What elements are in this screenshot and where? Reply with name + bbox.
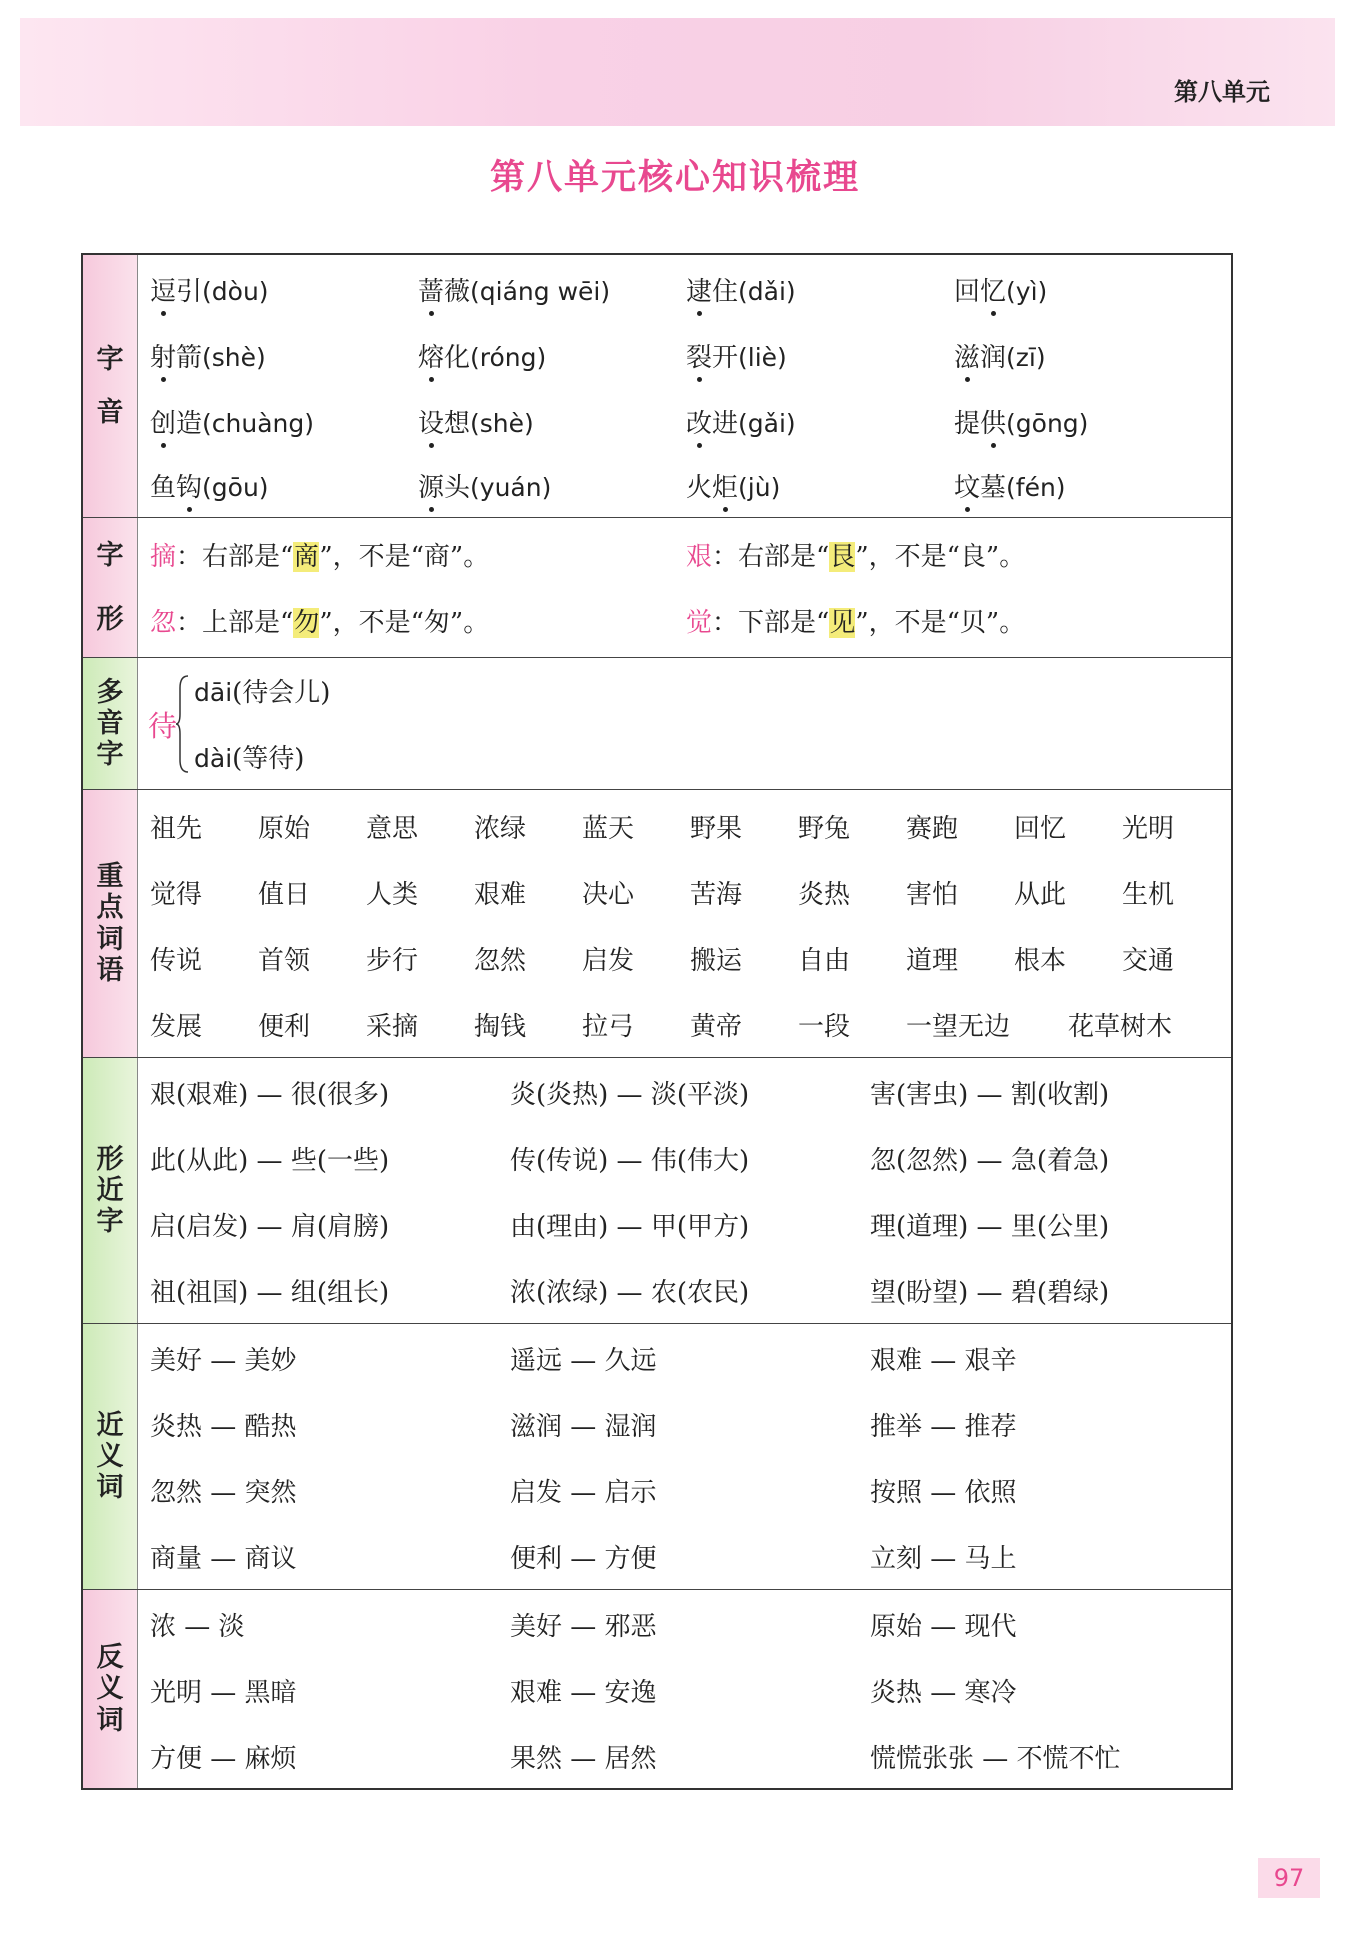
key-word: 花草树木: [1068, 1012, 1173, 1042]
label-synonyms: 近 义 词: [83, 1324, 138, 1589]
pronunciation-item: [418, 467, 551, 504]
label-polyphonic: 多 音 字: [83, 658, 138, 789]
pronunciation-grid: [138, 255, 1231, 517]
pinyin: (yuán): [470, 473, 552, 502]
synonym-pair: 滋润 — 湿润: [510, 1412, 657, 1442]
page-number-badge: [1258, 1858, 1320, 1898]
antonym-pair: 炎热 — 寒冷: [870, 1678, 1017, 1708]
key-word: 值日: [258, 880, 311, 910]
similar-char-pair: 理(道理) — 里(公里): [870, 1212, 1110, 1242]
antonym-pair: 浓 — 淡: [150, 1612, 245, 1642]
key-word: 生机: [1122, 880, 1175, 910]
synonym-pair: 炎热 — 酷热: [150, 1412, 297, 1442]
glyph-char: 艰: [686, 542, 713, 572]
glyph-text: ：下部是“: [712, 608, 830, 638]
glyph-highlight: 勿: [293, 608, 320, 638]
antonym-pair: 慌慌张张 — 不慌不忙: [870, 1744, 1121, 1774]
word-char: 忆: [980, 277, 1007, 307]
section-polyphonic: [83, 658, 1231, 790]
key-words-grid: [138, 790, 1231, 1057]
label-key-words: 重 点 词 语: [83, 790, 138, 1057]
glyph-text: ：右部是“: [176, 542, 294, 572]
key-word: 光明: [1122, 814, 1175, 844]
polyphonic-char: 待: [148, 709, 178, 743]
pronunciation-item: [418, 403, 534, 440]
synonym-pair: 忽然 — 突然: [150, 1478, 297, 1508]
pinyin: (róng): [470, 343, 547, 372]
pronunciation-item: [418, 271, 610, 308]
key-word: 启发: [582, 946, 635, 976]
key-word: 意思: [366, 814, 419, 844]
antonym-pair: 美好 — 邪恶: [510, 1612, 657, 1642]
word-char: 薇: [444, 277, 471, 307]
glyph-char: 忽: [150, 608, 177, 638]
key-word: 一望无边: [906, 1012, 1011, 1042]
synonym-pair: 推举 — 推荐: [870, 1412, 1017, 1442]
pinyin: (gōu): [202, 473, 269, 502]
label-similar-chars: 形 近 字: [83, 1058, 138, 1323]
page-number: 97: [1273, 1864, 1305, 1892]
glyph-text: ”，不是“良”。: [855, 542, 1026, 572]
word-char: 住: [712, 277, 739, 307]
similar-char-pair: 忽(忽然) — 急(着急): [870, 1146, 1110, 1176]
glyph-highlight: 啇: [293, 542, 320, 572]
polyphonic-reading-2: dài(等待): [194, 744, 305, 774]
pinyin: (yì): [1006, 277, 1048, 306]
pinyin: (fén): [1006, 473, 1066, 502]
word-char: 提: [954, 409, 981, 439]
pinyin: (gǎi): [738, 409, 796, 438]
pinyin: (dòu): [202, 277, 269, 306]
synonyms-grid: [138, 1324, 1231, 1589]
pinyin: (zī): [1006, 343, 1046, 372]
word-char: 坟: [954, 473, 981, 503]
word-char: 蔷: [418, 277, 445, 307]
word-char: 裂: [686, 343, 713, 373]
pronunciation-item: [686, 337, 787, 374]
label-antonyms: 反 义 词: [83, 1590, 138, 1788]
similar-char-pair: 此(从此) — 些(一些): [150, 1146, 390, 1176]
word-char: 墓: [980, 473, 1007, 503]
knowledge-table: [81, 253, 1233, 1790]
page-title: 第八单元核心知识梳理: [489, 158, 860, 198]
key-word: 艰难: [474, 880, 527, 910]
label-pronunciation: 字 音: [83, 255, 138, 517]
antonym-pair: 光明 — 黑暗: [150, 1678, 297, 1708]
key-word: 首领: [258, 946, 311, 976]
key-word: 忽然: [474, 946, 527, 976]
similar-char-pair: 启(启发) — 肩(肩膀): [150, 1212, 390, 1242]
pinyin: (chuàng): [202, 409, 315, 438]
word-char: 逗: [150, 277, 177, 307]
similar-chars-grid: [138, 1058, 1231, 1323]
synonym-pair: 商量 — 商议: [150, 1544, 297, 1574]
antonym-pair: 艰难 — 安逸: [510, 1678, 657, 1708]
key-word: 步行: [366, 946, 419, 976]
brace-icon: [176, 674, 190, 774]
word-char: 化: [444, 343, 471, 373]
word-char: 鱼: [150, 473, 177, 503]
synonym-pair: 艰难 — 艰辛: [870, 1346, 1017, 1376]
glyph-highlight: 艮: [829, 542, 856, 572]
word-char: 逮: [686, 277, 713, 307]
key-word: 便利: [258, 1012, 311, 1042]
pronunciation-item: [686, 467, 780, 504]
word-char: 供: [980, 409, 1007, 439]
similar-char-pair: 害(害虫) — 割(收割): [870, 1080, 1110, 1110]
synonym-pair: 遥远 — 久远: [510, 1346, 657, 1376]
word-char: 头: [444, 473, 471, 503]
synonym-pair: 美好 — 美妙: [150, 1346, 297, 1376]
pinyin: (liè): [738, 343, 787, 372]
word-char: 射: [150, 343, 177, 373]
glyph-text: ”，不是“商”。: [319, 542, 490, 572]
similar-char-pair: 艰(艰难) — 很(很多): [150, 1080, 390, 1110]
word-char: 源: [418, 473, 445, 503]
word-char: 钩: [176, 473, 203, 503]
key-word: 蓝天: [582, 814, 635, 844]
pinyin: (qiáng wēi): [470, 277, 611, 306]
key-word: 搬运: [690, 946, 743, 976]
key-word: 野果: [690, 814, 743, 844]
section-antonyms: [83, 1590, 1231, 1788]
synonym-pair: 便利 — 方便: [510, 1544, 657, 1574]
synonym-pair: 启发 — 启示: [510, 1478, 657, 1508]
pronunciation-item: [954, 337, 1046, 374]
key-word: 苦海: [690, 880, 743, 910]
word-char: 炬: [712, 473, 739, 503]
antonym-pair: 果然 — 居然: [510, 1744, 657, 1774]
glyph-text: ”，不是“贝”。: [855, 608, 1026, 638]
word-char: 回: [954, 277, 981, 307]
pronunciation-item: [954, 271, 1047, 308]
similar-char-pair: 浓(浓绿) — 农(农民): [510, 1278, 750, 1308]
key-word: 发展: [150, 1012, 203, 1042]
pinyin: (gōng): [1006, 409, 1089, 438]
glyph-notes: [138, 518, 1231, 657]
key-word: 害怕: [906, 880, 959, 910]
key-word: 交通: [1122, 946, 1175, 976]
header-band: [20, 18, 1335, 126]
word-char: 引: [176, 277, 203, 307]
key-word: 采摘: [366, 1012, 419, 1042]
glyph-text: ：上部是“: [176, 608, 294, 638]
word-char: 进: [712, 409, 739, 439]
key-word: 回忆: [1014, 814, 1067, 844]
section-pronunciation: [83, 255, 1231, 518]
unit-label: 第八单元: [1174, 78, 1270, 106]
word-char: 火: [686, 473, 713, 503]
similar-char-pair: 望(盼望) — 碧(碧绿): [870, 1278, 1110, 1308]
pinyin: (shè): [470, 409, 534, 438]
section-synonyms: [83, 1324, 1231, 1590]
glyph-note: [686, 602, 1025, 639]
pinyin: (dǎi): [738, 277, 796, 306]
glyph-highlight: 见: [829, 608, 856, 638]
key-word: 根本: [1014, 946, 1067, 976]
glyph-text: ”，不是“匆”。: [319, 608, 490, 638]
antonym-pair: 方便 — 麻烦: [150, 1744, 297, 1774]
pinyin: (jù): [738, 473, 781, 502]
synonym-pair: 立刻 — 马上: [870, 1544, 1017, 1574]
pronunciation-item: [686, 271, 796, 308]
word-char: 想: [444, 409, 471, 439]
glyph-text: ：右部是“: [712, 542, 830, 572]
polyphonic-content: [138, 658, 1231, 789]
pronunciation-item: [954, 403, 1088, 440]
similar-char-pair: 炎(炎热) — 淡(平淡): [510, 1080, 750, 1110]
key-word: 原始: [258, 814, 311, 844]
polyphonic-reading-1: dāi(待会儿): [194, 678, 331, 708]
key-word: 人类: [366, 880, 419, 910]
glyph-note: [150, 536, 489, 573]
glyph-note: [686, 536, 1025, 573]
key-word: 自由: [798, 946, 851, 976]
glyph-char: 摘: [150, 542, 177, 572]
key-word: 一段: [798, 1012, 851, 1042]
key-word: 赛跑: [906, 814, 959, 844]
glyph-char: 觉: [686, 608, 713, 638]
pronunciation-item: [150, 337, 266, 374]
key-word: 野兔: [798, 814, 851, 844]
key-word: 黄帝: [690, 1012, 743, 1042]
word-char: 箭: [176, 343, 203, 373]
word-char: 改: [686, 409, 713, 439]
key-word: 传说: [150, 946, 203, 976]
section-similar-chars: [83, 1058, 1231, 1324]
pronunciation-item: [954, 467, 1066, 504]
key-word: 浓绿: [474, 814, 527, 844]
key-word: 觉得: [150, 880, 203, 910]
key-word: 从此: [1014, 880, 1067, 910]
word-char: 造: [176, 409, 203, 439]
antonyms-grid: [138, 1590, 1231, 1788]
key-word: 掏钱: [474, 1012, 527, 1042]
word-char: 开: [712, 343, 739, 373]
key-word: 拉弓: [582, 1012, 635, 1042]
pronunciation-item: [150, 271, 269, 308]
section-glyph: [83, 518, 1231, 658]
pronunciation-item: [686, 403, 796, 440]
key-word: 决心: [582, 880, 635, 910]
word-char: 设: [418, 409, 445, 439]
similar-char-pair: 传(传说) — 伟(伟大): [510, 1146, 750, 1176]
similar-char-pair: 祖(祖国) — 组(组长): [150, 1278, 390, 1308]
pronunciation-item: [418, 337, 546, 374]
key-word: 道理: [906, 946, 959, 976]
word-char: 熔: [418, 343, 445, 373]
pronunciation-item: [150, 403, 314, 440]
antonym-pair: 原始 — 现代: [870, 1612, 1017, 1642]
pinyin: (shè): [202, 343, 266, 372]
label-glyph: 字 形: [83, 518, 138, 657]
similar-char-pair: 由(理由) — 甲(甲方): [510, 1212, 750, 1242]
pronunciation-item: [150, 467, 269, 504]
word-char: 润: [980, 343, 1007, 373]
glyph-note: [150, 602, 489, 639]
key-word: 炎热: [798, 880, 851, 910]
word-char: 创: [150, 409, 177, 439]
key-word: 祖先: [150, 814, 203, 844]
synonym-pair: 按照 — 依照: [870, 1478, 1017, 1508]
word-char: 滋: [954, 343, 981, 373]
section-key-words: [83, 790, 1231, 1058]
